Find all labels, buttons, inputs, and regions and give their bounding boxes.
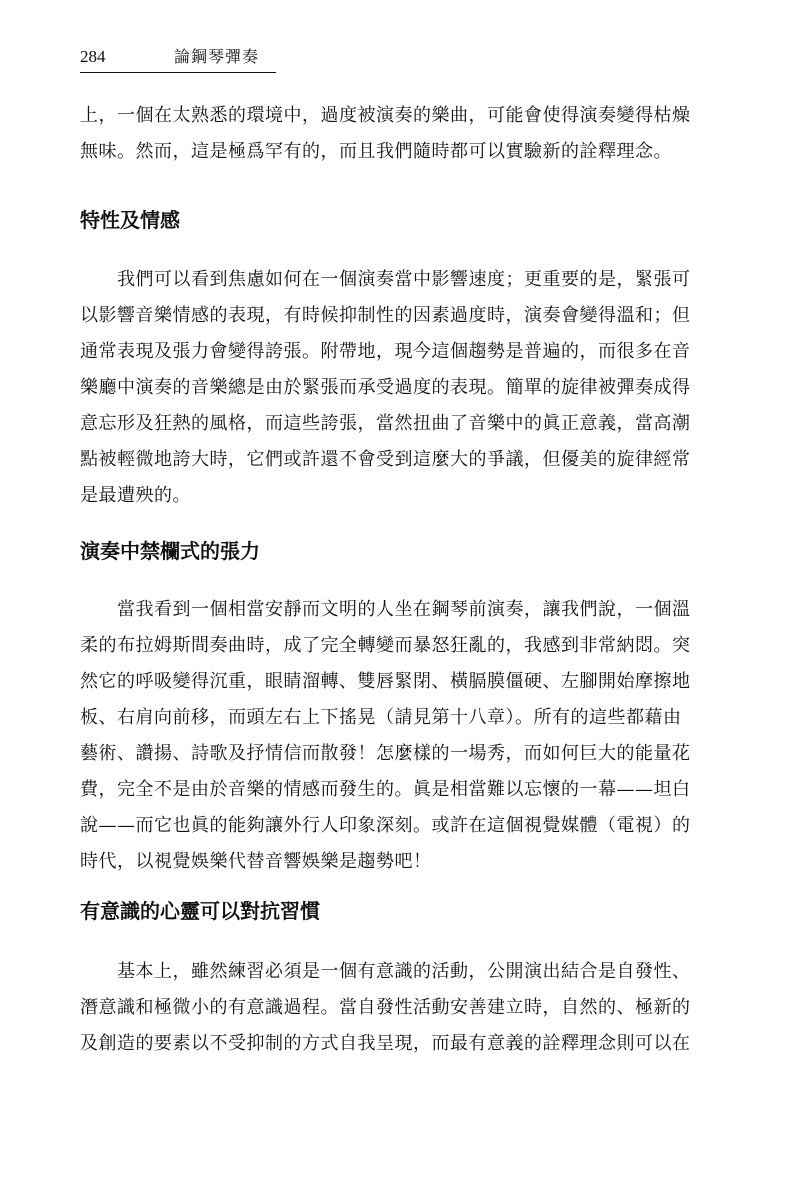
text-line: 說——而它也眞的能夠讓外行人印象深刻。或許在這個視覺媒體（電視）的: [80, 815, 691, 836]
text-line: 點被輕微地誇大時，它們或許還不會受到這麼大的爭議，但優美的旋律經常: [80, 449, 691, 470]
text-line: 以影響音樂情感的表現，有時候抑制性的因素過度時，演奏會變得溫和；但: [80, 305, 691, 326]
page-number: 284: [80, 47, 106, 66]
text-line: 意忘形及狂熱的風格，而這些誇張，當然扭曲了音樂中的眞正意義，當高潮: [80, 413, 691, 434]
text-line: 潛意識和極微小的有意識過程。當自發性活動安善建立時，自然的、極新的: [80, 997, 691, 1018]
section-paragraph: [80, 954, 740, 1062]
section-heading: 演奏中禁欄式的張力: [80, 539, 260, 563]
text-line: 板、右肩向前移，而頭左右上下搖晃（請見第十八章）。所有的這些都藉由: [80, 707, 682, 728]
intro-paragraph: [80, 98, 740, 170]
section-paragraph: [80, 262, 740, 514]
running-header: [80, 46, 276, 73]
text-line: 通常表現及張力會變得誇張。附帶地，現今這個趨勢是普遍的，而很多在音: [80, 341, 691, 362]
text-line: 上，一個在太熟悉的環境中，過度被演奏的樂曲，可能會使得演奏變得枯燥: [80, 105, 691, 126]
text-line: 然它的呼吸變得沉重，眼睛溜轉、雙唇緊閉、橫膈膜僵硬、左腳開始摩擦地: [80, 671, 691, 692]
section-heading: 有意識的心靈可以對抗習慣: [80, 899, 320, 923]
text-line: 費，完全不是由於音樂的情感而發生的。眞是相當難以忘懷的一幕——坦白: [80, 779, 691, 800]
text-line: 柔的布拉姆斯間奏曲時，成了完全轉變而暴怒狂亂的，我感到非常納悶。突: [80, 635, 691, 656]
section-heading: 特性及情感: [80, 208, 180, 232]
text-line: 我們可以看到焦慮如何在一個演奏當中影響速度；更重要的是，緊張可: [80, 269, 691, 290]
text-line: 時代，以視覺娛樂代替音響娛樂是趨勢吧！: [80, 851, 432, 872]
book-title: 論鋼琴彈奏: [174, 47, 260, 66]
section-paragraph: [80, 592, 740, 880]
text-line: 當我看到一個相當安靜而文明的人坐在鋼琴前演奏，讓我們說，一個溫: [80, 599, 691, 620]
text-line: 藝術、讚揚、詩歌及抒情信而散發！怎麼樣的一場秀，而如何巨大的能量花: [80, 743, 691, 764]
text-line: 及創造的要素以不受抑制的方式自我呈現，而最有意義的詮釋理念則可以在: [80, 1033, 691, 1054]
text-line: 基本上，雖然練習必須是一個有意識的活動，公開演出結合是自發性、: [80, 961, 691, 982]
text-line: 樂廳中演奏的音樂總是由於緊張而承受過度的表現。簡單的旋律被彈奏成得: [80, 377, 691, 398]
text-line: 無味。然而，這是極爲罕有的，而且我們隨時都可以實驗新的詮釋理念。: [80, 141, 672, 162]
text-line: 是最遭殃的。: [80, 485, 191, 506]
